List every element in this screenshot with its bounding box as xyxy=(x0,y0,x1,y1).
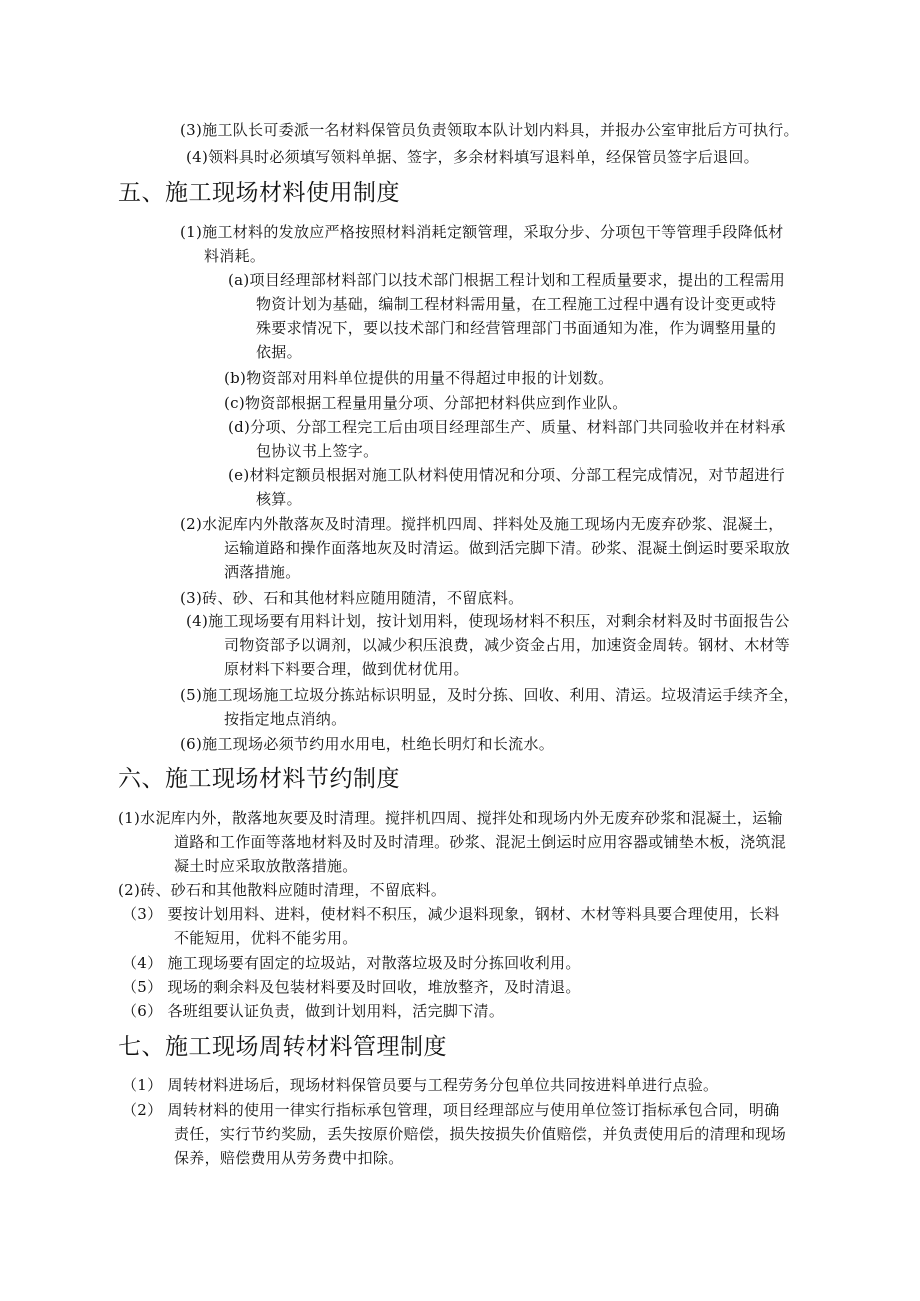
list-item xyxy=(180,683,799,731)
item-text-cont: 保养，赔偿费用从劳务费中扣除。 xyxy=(174,1149,404,1167)
item-text-cont: 物资计划为基础，编制工程材料需用量，在工程施工过程中遇有设计变更或特 xyxy=(256,295,777,313)
sub-item xyxy=(228,415,786,463)
item-text: (e)材料定额员根据对施工队材料使用情况和分项、分部工程完成情况，对节超进行 xyxy=(228,466,785,484)
item-text-cont: 料消耗。 xyxy=(204,247,266,265)
list-item xyxy=(180,586,523,610)
item-text: （4） 施工现场要有固定的垃圾站，对散落垃圾及时分拣回收利用。 xyxy=(122,954,581,972)
section-heading: 六、施工现场材料节约制度 xyxy=(118,766,400,792)
item-text: (1)施工材料的发放应严格按照材料消耗定额管理，采取分步、分项包干等管理手段降低材 xyxy=(180,223,784,241)
item-text-cont: 运输道路和操作面落地灰及时清运。做到活完脚下清。砂浆、混凝土倒运时要采取放 xyxy=(224,539,791,557)
list-item xyxy=(118,806,786,878)
item-text: (2)砖、砂石和其他散料应随时清理，不留底料。 xyxy=(118,881,447,899)
list-item xyxy=(122,975,581,999)
sub-item xyxy=(228,463,785,511)
item-text-cont: 核算。 xyxy=(256,490,302,508)
sub-item xyxy=(228,268,785,364)
item-text: （3） 要按计划用料、进料，使材料不积压，减少退料现象，钢材、木材等料具要合理使用，长料 xyxy=(122,905,780,923)
list-item xyxy=(186,145,759,169)
item-text: （6） 各班组要认证负责，做到计划用料，活完脚下清。 xyxy=(122,1002,505,1020)
item-text: (c)物资部根据工程量用量分项、分部把材料供应到作业队。 xyxy=(224,394,628,412)
item-text-cont: 殊要求情况下，要以技术部门和经营管理部门书面通知为准，作为调整用量的 xyxy=(256,319,777,337)
list-item xyxy=(122,1073,718,1097)
item-text: (4)领料具时必须填写领料单据、签字，多余材料填写退料单，经保管员签字后退回。 xyxy=(186,148,759,166)
item-text: （2） 周转材料的使用一律实行指标承包管理，项目经理部应与使用单位签订指标承包合同，明确 xyxy=(122,1101,780,1119)
item-text-cont: 包协议书上签字。 xyxy=(256,442,379,460)
item-text: （1） 周转材料进场后，现场材料保管员要与工程劳务分包单位共同按进料单进行点验。 xyxy=(122,1076,719,1094)
item-text: (3)砖、砂、石和其他材料应随用随清，不留底料。 xyxy=(180,589,524,607)
item-text-cont: 不能短用，优料不能劣用。 xyxy=(174,929,358,947)
item-text: （5） 现场的剩余料及包装材料要及时回收，堆放整齐，及时清退。 xyxy=(122,978,581,996)
section-heading: 七、施工现场周转材料管理制度 xyxy=(118,1034,447,1060)
item-text: (3)施工队长可委派一名材料保管员负责领取本队计划内料具，并报办公室审批后方可执行。 xyxy=(180,121,799,139)
list-item xyxy=(180,732,554,756)
item-text-cont: 凝土时应采取放散落措施。 xyxy=(174,857,358,875)
list-item xyxy=(122,902,780,950)
item-text: (5)施工现场施工垃圾分拣站标识明显，及时分拣、回收、利用、清运。垃圾清运手续齐全， xyxy=(180,686,799,704)
section-heading: 五、施工现场材料使用制度 xyxy=(118,180,400,206)
list-item xyxy=(180,512,790,584)
item-text: (6)施工现场必须节约用水用电，杜绝长明灯和长流水。 xyxy=(180,735,555,753)
item-text-cont: 责任，实行节约奖励，丢失按原价赔偿，损失按损失价值赔偿，并负责使用后的清理和现场 xyxy=(174,1125,787,1143)
item-text-cont: 洒落措施。 xyxy=(224,563,301,581)
list-item xyxy=(122,999,504,1023)
list-item xyxy=(180,118,799,142)
item-text: (a)项目经理部材料部门以技术部门根据工程计划和工程质量要求，提出的工程需用 xyxy=(228,271,786,289)
list-item xyxy=(118,878,446,902)
item-text: (d)分项、分部工程完工后由项目经理部生产、质量、材料部门共同验收并在材料承 xyxy=(228,418,786,436)
item-text: (4)施工现场要有用料计划，按计划用料，使现场材料不积压，对剩余材料及时书面报告公 xyxy=(186,612,790,630)
item-text-cont: 道路和工作面等落地材料及时及时清理。砂浆、混泥土倒运时应用容器或铺垫木板，浇筑混 xyxy=(174,833,787,851)
item-text: (1)水泥库内外，散落地灰要及时清理。搅拌机四周、搅拌处和现场内外无废弃砂浆和混凝土，运输 xyxy=(118,809,783,827)
list-item xyxy=(186,609,790,681)
item-text: (2)水泥库内外散落灰及时清理。搅拌机四周、拌料处及施工现场内无废弃砂浆、混凝土， xyxy=(180,515,784,533)
item-text-cont: 按指定地点消纳。 xyxy=(224,710,347,728)
item-text-cont: 司物资部予以调剂，以减少积压浪费，减少资金占用，加速资金周转。钢材、木材等 xyxy=(224,636,791,654)
item-text-cont: 依据。 xyxy=(256,343,302,361)
list-item xyxy=(122,951,581,975)
list-item xyxy=(122,1098,786,1170)
sub-item xyxy=(224,391,628,415)
item-text-cont: 原材料下料要合理，做到优材优用。 xyxy=(224,660,469,678)
sub-item xyxy=(224,366,613,390)
list-item xyxy=(180,220,784,268)
item-text: (b)物资部对用料单位提供的用量不得超过申报的计划数。 xyxy=(224,369,614,387)
